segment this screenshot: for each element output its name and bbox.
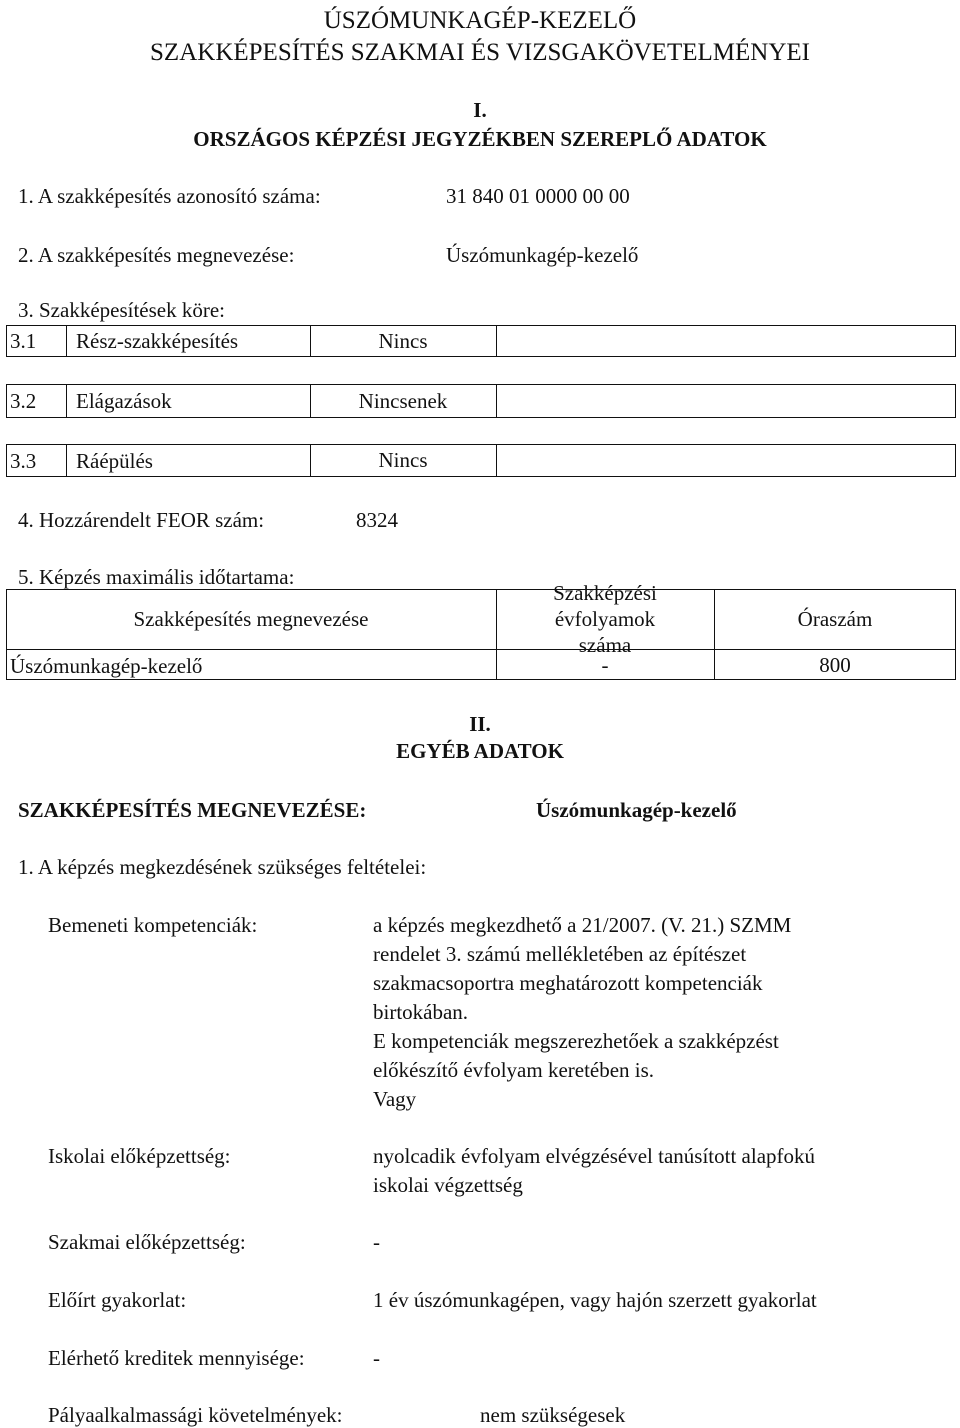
section2-heading: EGYÉB ADATOK <box>396 739 564 763</box>
career-requirements-value: nem szükségesek <box>480 1403 626 1427</box>
scope-label: 3. Szakképesítések köre: <box>18 298 226 322</box>
duration-header-hours: Óraszám <box>797 606 873 631</box>
feor-value: 8324 <box>356 508 398 532</box>
qualification-name-caption: SZAKKÉPESÍTÉS MEGNEVEZÉSE: <box>18 798 367 822</box>
scope-row-number: 3.2 <box>10 389 37 413</box>
duration-row-grades: - <box>601 652 609 677</box>
required-practice-value: 1 év úszómunkagépen, vagy hajón szerzett gyakorlat <box>373 1288 817 1312</box>
id-number-value: 31 840 01 0000 00 00 <box>446 184 630 208</box>
school-education-label: Iskolai előképzettség: <box>48 1144 231 1168</box>
scope-row-number: 3.1 <box>10 329 37 353</box>
section2-numeral: II. <box>469 712 491 736</box>
scope-row-number: 3.3 <box>10 449 37 473</box>
document-title-line2: SZAKKÉPESÍTÉS SZAKMAI ÉS VIZSGAKÖVETELMÉNYEI <box>150 39 810 66</box>
professional-education-value: - <box>373 1230 380 1254</box>
duration-header-name: Szakképesítés megnevezése <box>133 606 369 631</box>
scope-row-value: Nincs <box>378 448 428 473</box>
section1-numeral: I. <box>473 98 487 122</box>
document-title-line1: ÚSZÓMUNKAGÉP-KEZELŐ <box>323 7 637 34</box>
scope-row-name: Elágazások <box>76 389 172 413</box>
scope-row-name: Rész-szakképesítés <box>76 329 239 353</box>
required-practice-label: Előírt gyakorlat: <box>48 1288 187 1312</box>
qualification-name-caption-value: Úszómunkagép-kezelő <box>536 798 737 822</box>
id-number-label: 1. A szakképesítés azonosító száma: <box>18 184 321 208</box>
duration-row-hours: 800 <box>819 652 851 677</box>
duration-label: 5. Képzés maximális időtartama: <box>18 565 295 589</box>
professional-education-label: Szakmai előképzettség: <box>48 1230 246 1254</box>
entry-competencies-label: Bemeneti kompetenciák: <box>48 913 258 937</box>
credits-label: Elérhető kreditek mennyisége: <box>48 1346 305 1370</box>
career-requirements-label: Pályaalkalmassági követelmények: <box>48 1403 343 1427</box>
scope-row-value: Nincsenek <box>358 388 448 413</box>
prerequisites-heading: 1. A képzés megkezdésének szükséges feltételei: <box>18 855 427 879</box>
scope-row-name: Ráépülés <box>76 449 153 473</box>
scope-row-value: Nincs <box>378 328 428 353</box>
duration-header-grades: Szakképzési évfolyamok száma <box>553 580 657 658</box>
section1-heading: ORSZÁGOS KÉPZÉSI JEGYZÉKBEN SZEREPLŐ ADATOK <box>193 127 767 151</box>
qualification-name-value: Úszómunkagép-kezelő <box>446 243 639 267</box>
feor-label: 4. Hozzárendelt FEOR szám: <box>18 508 265 532</box>
duration-row-name: Úszómunkagép-kezelő <box>10 654 203 678</box>
qualification-name-label: 2. A szakképesítés megnevezése: <box>18 243 295 267</box>
credits-value: - <box>373 1346 380 1370</box>
